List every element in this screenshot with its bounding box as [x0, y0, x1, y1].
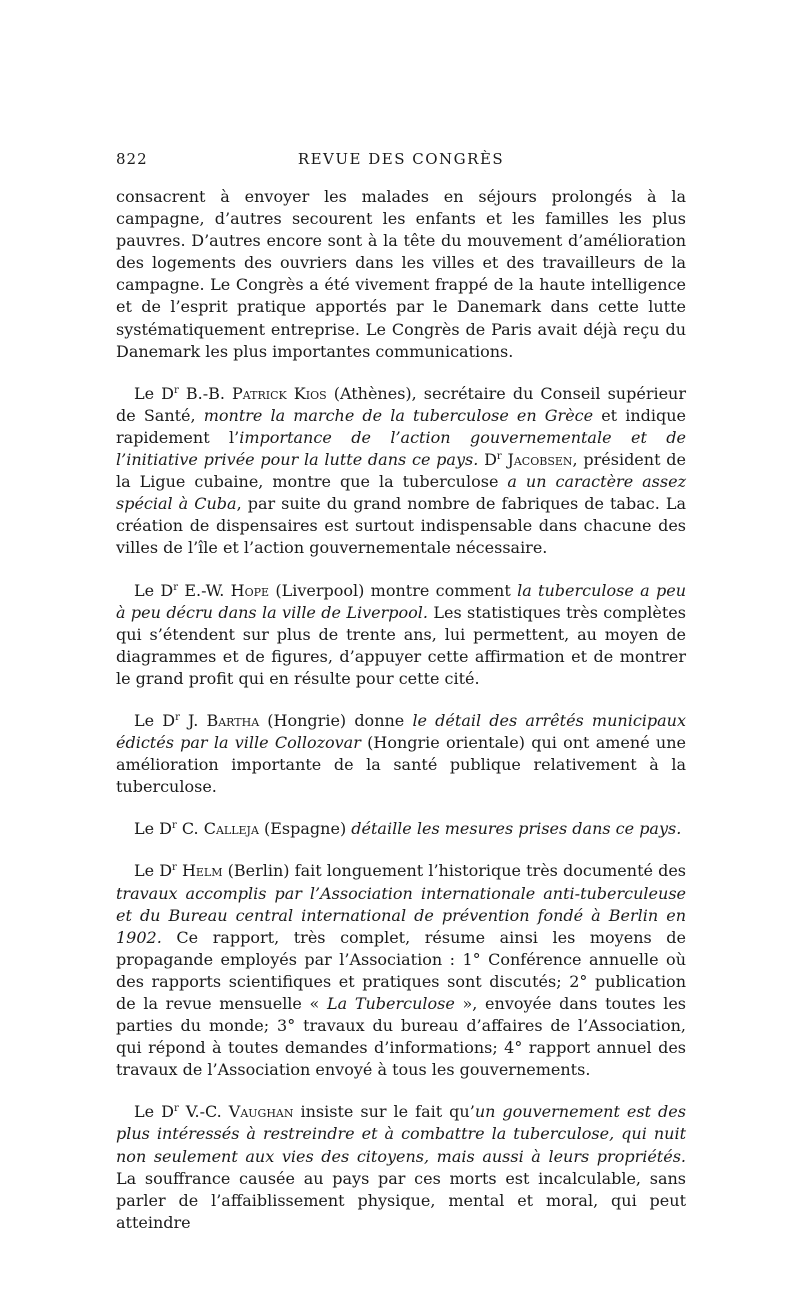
author-name: Patrick Kios: [232, 383, 327, 403]
italic-text: la tuberculose a peu à peu décru dans la ville de Liverpool.: [116, 580, 687, 622]
text-run: consacrent à envoyer les malades en séjours prolongés à la campagne, d’autres secourent les enfants et les familles les plus pauvres. D’autres encore sont à la tête du mouvement d’amélioration des logements des ouvriers dans les villes et des travailleurs de la campagne. Le Congrès a été vivement frappé de la haute intelligence et de l’esprit pratique apportés par le Danemark dans cette lutte systématiquement entreprise. Le Congrès de Paris avait déjà reçu du Danemark les plus importantes communications.: [116, 187, 686, 361]
text-run: C.: [176, 819, 204, 839]
italic-text: détaille les mesures prises dans ce pays.: [351, 819, 682, 839]
italic-text: le détail des arrêtés municipaux édictés par la ville Collozovar: [116, 710, 687, 753]
paragraph: [116, 1101, 686, 1234]
author-name: Calleja: [203, 819, 259, 839]
text-run: (Hongrie orientale) qui ont amené une amélioration importante de la santé publique relativement à la tuberculose.: [116, 733, 687, 797]
author-name: Helm: [181, 861, 223, 881]
text-run: (Liverpool) montre comment: [269, 580, 518, 600]
document-page: [116, 150, 686, 1254]
superscript: r: [173, 1103, 179, 1115]
author-name: Bartha: [206, 710, 260, 730]
superscript: r: [175, 711, 180, 723]
text-run: Ce rapport, très complet, résume ainsi les moyens de propagande employés par l’Association : 1° Conférence annuelle où des rapports scientifiques et pratiques sont discutés; 2° publication de la revue mensuelle «: [116, 927, 686, 1013]
text-run: (Hongrie) donne: [259, 710, 413, 730]
text-run: V.-C.: [178, 1102, 229, 1122]
paragraph: [116, 710, 686, 798]
italic-text: La Tuberculose: [327, 994, 455, 1013]
text-run: Le D: [134, 383, 174, 403]
text-run: », envoyée dans toutes les parties du monde; 3° travaux du bureau d’affaires de l’Association, qui répond à toutes demandes d’informations; 4° rapport annuel des travaux de l’Association envoyé à tous les gouvernements.: [116, 994, 687, 1080]
superscript: r: [172, 820, 177, 832]
author-name: Vaughan: [228, 1102, 294, 1122]
superscript: r: [174, 384, 179, 396]
text-run: E.-W.: [178, 580, 231, 600]
author-name: Jacobsen: [507, 450, 573, 470]
running-title: REVUE DES CONGRÈS: [297, 150, 505, 168]
superscript: r: [172, 862, 177, 874]
text-run: D: [478, 450, 497, 470]
running-head: [116, 150, 686, 174]
text-run: (Berlin) fait longuement l’historique très documenté des: [222, 861, 687, 881]
superscript: r: [173, 581, 179, 593]
italic-text: importance de l’action gouvernementale et de l’initiative privée pour la lutte dans ce pays.: [116, 427, 687, 470]
paragraph: [116, 186, 686, 363]
italic-text: travaux accomplis par l’Association internationale anti-tuberculeuse et du Bureau central international de prévention fondé à Berlin en 1902.: [116, 883, 686, 947]
text-run: , président de la Ligue cubaine, montre que la tuberculose: [116, 450, 686, 492]
author-name: Hope: [230, 580, 270, 600]
text-run: , par suite du grand nombre de fabriques de tabac. La création de dispensaires est surtout indispensable dans chacune des villes de l’île et l’action gouvernementale nécessaire.: [116, 494, 686, 558]
paragraph: [116, 383, 686, 560]
text-run: Le D: [134, 580, 174, 600]
page-number: 822: [116, 150, 148, 168]
paragraph: [116, 860, 686, 1081]
superscript: r: [496, 451, 502, 463]
text-run: (Espagne): [258, 819, 352, 839]
text-run: B.-B.: [178, 383, 233, 403]
text-run: Le D: [134, 1102, 174, 1122]
text-run: Les statistiques très complètes qui s’étendent sur plus de trente ans, lui permettent, au moyen de diagrammes et de figures, d’appuyer cette affirmation et de montrer le grand profit qui en résulte pour cette cité.: [116, 602, 686, 688]
italic-text: un gouvernement est des plus intéressés à restreindre et à combattre la tuberculose, qui nuit non seulement aux vies des citoyens, mais aussi à leurs propriétés.: [116, 1102, 686, 1166]
paragraph: [116, 818, 686, 840]
italic-text: a un caractère assez spécial à Cuba: [116, 472, 686, 514]
paragraph: [116, 580, 686, 690]
italic-text: montre la marche de la tuberculose en Grèce: [203, 405, 594, 425]
text-run: J.: [179, 710, 207, 730]
text-run: La souffrance causée au pays par ces morts est incalculable, sans parler de l’affaiblissement physique, mental et moral, qui peut atteindre: [116, 1168, 686, 1232]
text-run: Le D: [134, 819, 173, 839]
text-run: insiste sur le fait qu’: [293, 1102, 475, 1122]
text-run: Le D: [134, 861, 173, 881]
text-run: (Athènes), secrétaire du Conseil supérieur de Santé,: [116, 383, 687, 425]
text-run: Le D: [134, 710, 176, 730]
text-run: et indique rapidement l’: [116, 405, 687, 447]
